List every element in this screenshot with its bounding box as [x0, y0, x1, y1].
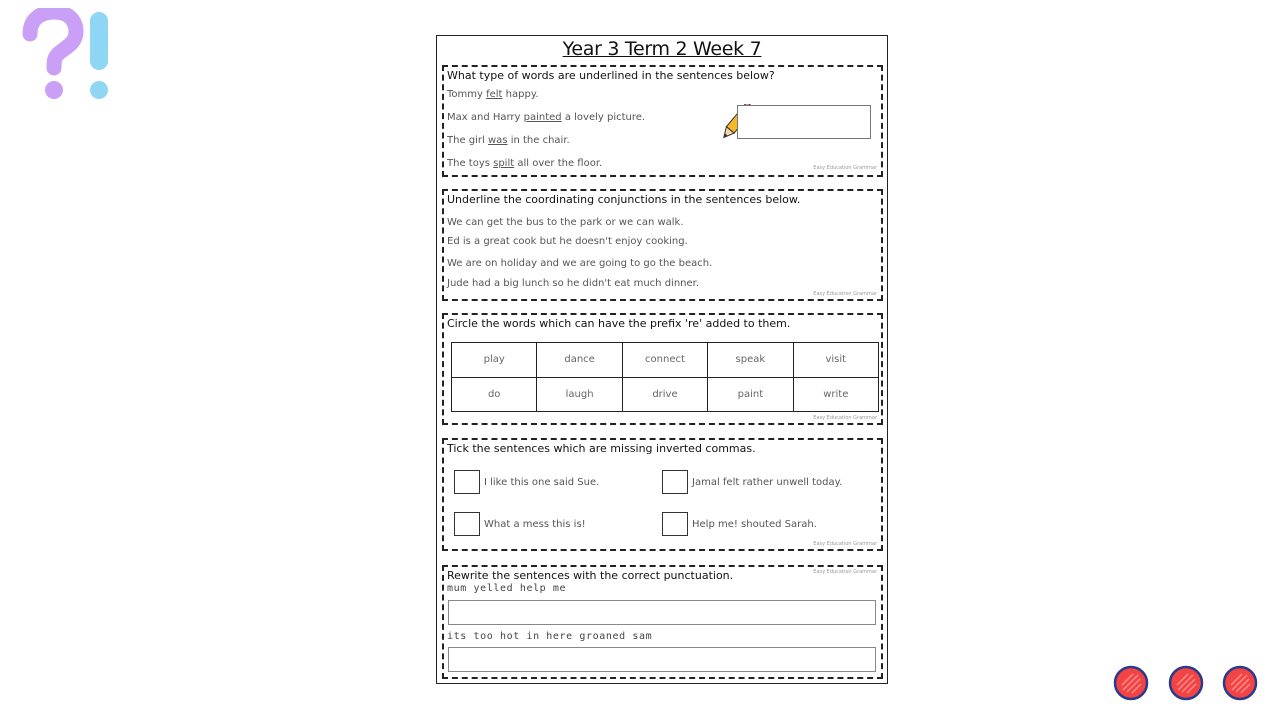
- word-row: [452, 377, 879, 412]
- tick-sentence: What a mess this is!: [484, 519, 586, 530]
- word-cell[interactable]: write: [793, 377, 878, 412]
- word-cell[interactable]: do: [452, 377, 537, 412]
- tick-checkbox[interactable]: [454, 512, 480, 536]
- tick-checkbox[interactable]: [662, 470, 688, 494]
- rewrite-answer-2[interactable]: [448, 647, 876, 672]
- word-cell[interactable]: drive: [622, 377, 707, 412]
- sentence-4: The toys spilt all over the floor.: [447, 158, 603, 169]
- word-cell[interactable]: speak: [708, 343, 793, 378]
- word-cell[interactable]: play: [452, 343, 537, 378]
- word-cell[interactable]: paint: [708, 377, 793, 412]
- sentence-2: Ed is a great cook but he doesn't enjoy cooking.: [447, 236, 688, 247]
- sentence-3: We are on holiday and we are going to go the beach.: [447, 258, 713, 269]
- worksheet: [436, 35, 888, 684]
- rewrite-prompt-2: its too hot in here groaned sam: [447, 631, 653, 642]
- question-exclamation-logo-icon: [12, 8, 122, 104]
- red-scribble-button-3[interactable]: [1222, 665, 1258, 701]
- red-scribble-button-1[interactable]: [1113, 665, 1149, 701]
- tick-sentence: Help me! shouted Sarah.: [692, 519, 817, 530]
- red-scribble-button-2[interactable]: [1168, 665, 1204, 701]
- section-underlined-words: [442, 65, 883, 177]
- word-cell[interactable]: visit: [793, 343, 878, 378]
- rewrite-answer-1[interactable]: [448, 600, 876, 625]
- section-heading: Tick the sentences which are missing inverted commas.: [447, 442, 756, 455]
- section-heading: Circle the words which can have the prefix 're' added to them.: [447, 317, 791, 330]
- word-grid: [451, 342, 879, 412]
- section-heading: Underline the coordinating conjunctions in the sentences below.: [447, 193, 801, 206]
- tick-sentence: Jamal felt rather unwell today.: [692, 477, 843, 488]
- section-inverted-commas: [442, 438, 883, 551]
- sentence-2: Max and Harry painted a lovely picture.: [447, 112, 646, 123]
- section-conjunctions: [442, 189, 883, 301]
- section-heading: What type of words are underlined in the sentences below?: [447, 69, 775, 82]
- word-row: [452, 343, 879, 378]
- tick-checkbox[interactable]: [662, 512, 688, 536]
- word-cell[interactable]: connect: [622, 343, 707, 378]
- tick-sentence: I like this one said Sue.: [484, 477, 600, 488]
- rewrite-prompt-1: mum yelled help me: [447, 583, 567, 594]
- credit-label: Easy Education Grammar: [813, 569, 877, 575]
- credit-label: Easy Education Grammar: [813, 291, 877, 297]
- sentence-3: The girl was in the chair.: [447, 135, 570, 146]
- section-heading: Rewrite the sentences with the correct punctuation.: [447, 569, 734, 582]
- sentence-1: We can get the bus to the park or we can walk.: [447, 217, 684, 228]
- section-prefix: [442, 313, 883, 425]
- credit-label: Easy Education Grammar: [813, 541, 877, 547]
- worksheet-title: Year 3 Term 2 Week 7: [562, 38, 762, 60]
- answer-input[interactable]: [737, 105, 871, 139]
- sentence-1: Tommy felt happy.: [447, 89, 539, 100]
- credit-label: Easy Education Grammar: [813, 415, 877, 421]
- credit-label: Easy Education Grammar: [813, 165, 877, 171]
- tick-checkbox[interactable]: [454, 470, 480, 494]
- word-cell[interactable]: dance: [537, 343, 622, 378]
- section-punctuation: [442, 565, 883, 679]
- word-cell[interactable]: laugh: [537, 377, 622, 412]
- sentence-4: Jude had a big lunch so he didn't eat much dinner.: [447, 278, 700, 289]
